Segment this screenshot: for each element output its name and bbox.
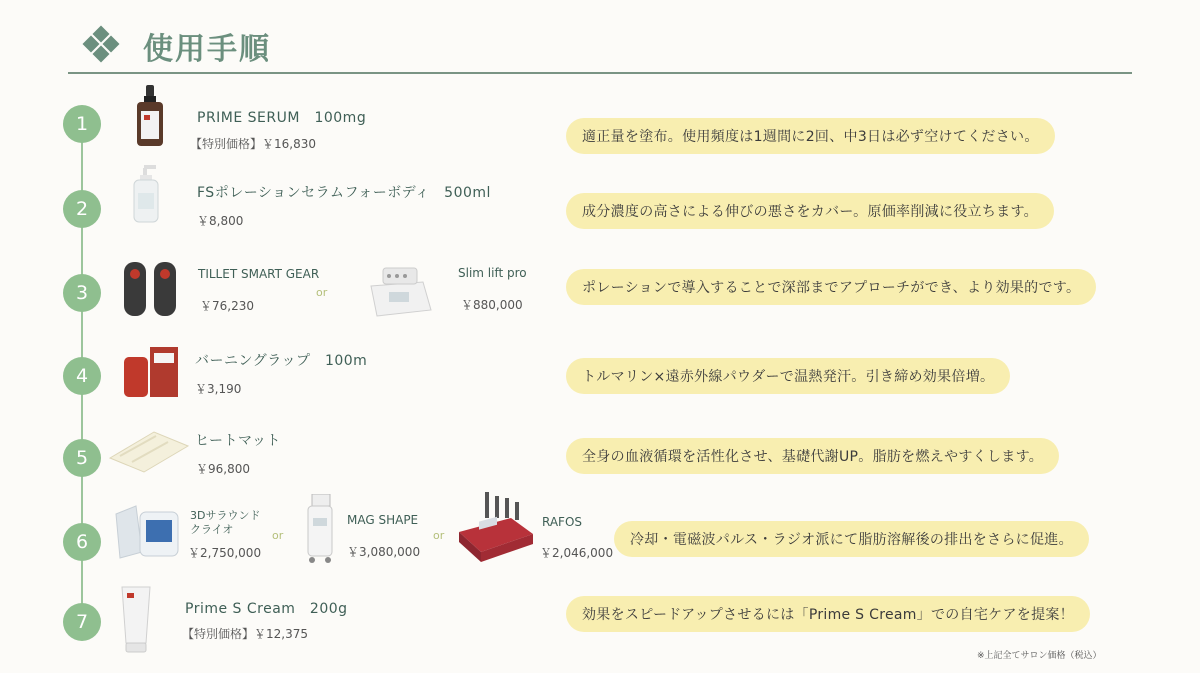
price-footnote: ※上記全てサロン価格（税込） — [977, 651, 1102, 661]
prime-serum-image — [135, 85, 165, 147]
step-3-description: ポレーションで導入することで深部までアプローチができ、より効果的です。 — [566, 269, 1096, 305]
step-number-3: 3 — [63, 274, 101, 312]
step-7-description: 効果をスピードアップさせるには「Prime S Cream」での自宅ケアを提案！ — [566, 596, 1090, 632]
step-4-description: トルマリン×遠赤外線パウダーで温熱発汗。引き締め効果倍増。 — [566, 358, 1010, 394]
product-name-tillet-smart-gear: TILLET SMART GEAR — [198, 267, 320, 281]
or-separator: or — [272, 529, 284, 542]
slim-lift-pro-image — [365, 262, 435, 320]
page-title: 使用手順 — [143, 32, 271, 67]
product-name-heat-mat: ヒートマット — [195, 433, 281, 449]
fs-poration-serum-image — [130, 165, 162, 223]
product-name-mag-shape: MAG SHAPE — [347, 513, 419, 527]
mag-shape-image — [300, 494, 340, 566]
step-number-4: 4 — [63, 357, 101, 395]
product-price-prime-serum: 【特別価格】￥16,830 — [190, 137, 316, 151]
product-name-prime-serum: PRIME SERUM 100mg — [197, 110, 367, 126]
step-number-1: 1 — [63, 105, 101, 143]
product-price-burning-wrap: ￥3,190 — [195, 382, 242, 396]
or-separator: or — [316, 286, 328, 299]
step-1-description: 適正量を塗布。使用頻度は1週間に2回、中3日は必ず空けてください。 — [566, 118, 1055, 154]
step-number-7: 7 — [63, 603, 101, 641]
product-price-slim-lift-pro: ￥880,000 — [461, 298, 523, 312]
heat-mat-image — [106, 428, 190, 474]
product-name-rafos: RAFOS — [542, 515, 583, 529]
rafos-image — [455, 492, 535, 568]
step-6-description: 冷却・電磁波パルス・ラジオ派にて脂肪溶解後の排出をさらに促進。 — [614, 521, 1089, 557]
step-5-description: 全身の血液循環を活性化させ、基礎代謝UP。脂肪を燃えやすくします。 — [566, 438, 1059, 474]
product-name-3d-surround-cryo-line2: クライオ — [190, 523, 234, 536]
product-name-prime-s-cream: Prime S Cream 200g — [185, 601, 348, 617]
step-number-5: 5 — [63, 439, 101, 477]
diamond-cluster-icon — [82, 25, 120, 63]
step-number-6: 6 — [63, 523, 101, 561]
product-price-heat-mat: ￥96,800 — [196, 462, 250, 476]
prime-s-cream-image — [118, 585, 154, 653]
product-price-rafos: ￥2,046,000 — [540, 546, 614, 560]
title-divider — [68, 72, 1132, 74]
3d-surround-cryo-image — [112, 500, 182, 562]
product-price-prime-s-cream: 【特別価格】￥12,375 — [182, 627, 308, 641]
product-price-mag-shape: ￥3,080,000 — [347, 545, 421, 559]
product-name-3d-surround-cryo-line1: 3Dサラウンド — [190, 509, 261, 522]
product-price-fs-poration-serum: ￥8,800 — [197, 214, 244, 228]
tillet-smart-gear-image — [118, 258, 182, 318]
product-name-fs-poration-serum: FSポレーションセラムフォーボディ 500ml — [197, 185, 491, 201]
step-2-description: 成分濃度の高さによる伸びの悪さをカバー。原価率削減に役立ちます。 — [566, 193, 1054, 229]
product-price-tillet-smart-gear: ￥76,230 — [200, 299, 254, 313]
burning-wrap-image — [120, 343, 182, 401]
product-name-burning-wrap: バーニングラップ 100m — [195, 353, 368, 369]
step-number-2: 2 — [63, 190, 101, 228]
product-name-slim-lift-pro: Slim lift pro — [458, 266, 527, 280]
product-price-3d-surround-cryo: ￥2,750,000 — [188, 546, 262, 560]
or-separator: or — [433, 529, 445, 542]
